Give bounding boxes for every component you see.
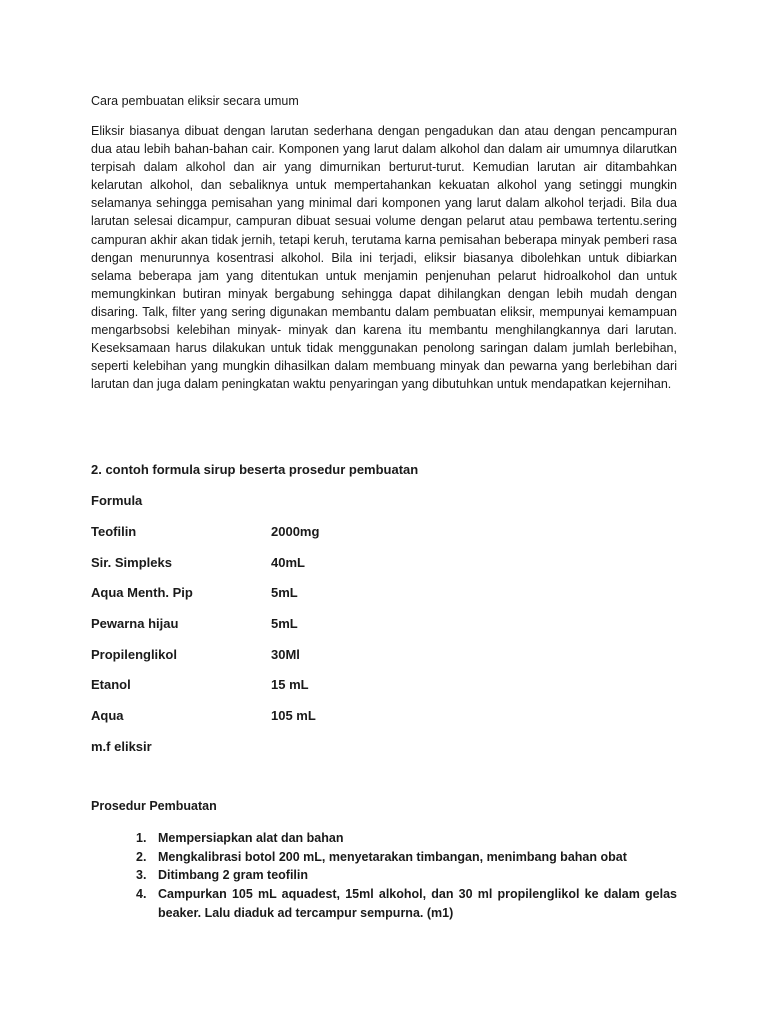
formula-row bbox=[91, 616, 491, 647]
ingredient-qty: 30Ml bbox=[271, 646, 300, 662]
formula-row bbox=[91, 555, 491, 586]
ingredient-name: Sir. Simpleks bbox=[91, 554, 172, 570]
procedure-list bbox=[136, 829, 677, 923]
step-number: 3. bbox=[136, 868, 147, 883]
step-text: Mempersiapkan alat dan bahan bbox=[158, 831, 344, 845]
section-heading-formula: 2. contoh formula sirup beserta prosedur pembuatan bbox=[91, 462, 419, 477]
ingredient-name: Teofilin bbox=[91, 524, 137, 539]
formula-row bbox=[91, 647, 491, 678]
ingredient-qty: 15 mL bbox=[271, 677, 309, 693]
formula-row bbox=[91, 585, 491, 616]
prosedur-title: Prosedur Pembuatan bbox=[91, 799, 217, 813]
ingredient-name: Aqua Menth. Pip bbox=[91, 585, 193, 601]
step-number: 1. bbox=[136, 831, 147, 845]
procedure-step bbox=[136, 829, 677, 848]
procedure-step bbox=[136, 848, 677, 867]
procedure-step bbox=[136, 885, 677, 922]
formula-title: Formula bbox=[91, 493, 143, 508]
ingredient-name: Pewarna hijau bbox=[91, 616, 179, 632]
ingredient-qty: 40mL bbox=[271, 554, 305, 570]
ingredient-qty: 5mL bbox=[271, 616, 298, 632]
ingredient-name: Etanol bbox=[91, 677, 131, 693]
step-text: Mengkalibrasi botol 200 mL, menyetarakan timbangan, menimbang bahan obat bbox=[158, 849, 627, 864]
ingredient-name: Aqua bbox=[91, 708, 124, 724]
ingredient-name: Propilenglikol bbox=[91, 646, 177, 662]
section-heading: Cara pembuatan eliksir secara umum bbox=[91, 94, 299, 108]
formula-row bbox=[91, 708, 491, 739]
step-number: 2. bbox=[136, 849, 147, 864]
formula-table bbox=[91, 524, 491, 739]
mf-label: m.f eliksir bbox=[91, 739, 152, 754]
ingredient-qty: 2000mg bbox=[271, 524, 320, 539]
ingredient-qty: 5mL bbox=[271, 585, 298, 601]
procedure-step bbox=[136, 866, 677, 885]
step-text: Campurkan 105 mL aquadest, 15ml alkohol, dan 30 ml propilenglikol ke dalam gelas beaker. Lalu diaduk ad tercampur sempurna. (m1) bbox=[158, 887, 677, 920]
body-paragraph: Eliksir biasanya dibuat dengan larutan sederhana dengan pengadukan dan atau dengan pencampuran dua atau lebih bahan-bahan cair. Komponen yang larut dalam alkohol dan dalam air umumnya dilarutkan terpisah dalam alkohol dan air yang dimurnikan berturut-turut. Kemudian larutan air ditambahkan kelarutan alkohol, dan sebaliknya untuk mempertahankan kekuatan alkohol yang setinggi mungkin selamanya sehingga pemisahan yang minimal dari komponen yang larut dalam alkohol terjadi. Bila dua larutan selesai dicampur, campuran dibuat sesuai volume dengan pelarut atau pembawa tertentu.sering campuran akhir akan tidak jernih, tetapi keruh, terutama karna pemisahan beberapa minyak pemberi rasa dengan menurunnya kosentrasi alkohol. Bila ini terjadi, eliksir biasanya dibolehkan untuk dibiarkan selama beberapa jam yang ditentukan untuk menjamin penjenuhan pelarut hidroalkohol dan untuk memungkinkan butiran minyak bergabung sehingga dapat dihilangkan dengan lebih mudah dengan disaring. Talk, filter yang sering digunakan membantu dalam pembuatan eliksir, mempunyai kemampuan mengarbsobsi kelebihan minyak- minyak dan karena itu membantu menghilangkannya dari larutan. Keseksamaan harus dilakukan untuk tidak menggunakan penolong saringan dalam jumlah berlebihan, seperti kelebihan yang mungkin dihasilkan dalam membuang minyak dan pewarna yang berlebihan dari larutan dan juga dalam peningkatan waktu penyaringan yang dibutuhkan untuk mendapatkan kejernihan. bbox=[91, 124, 677, 392]
formula-row bbox=[91, 677, 491, 708]
step-text: Ditimbang 2 gram teofilin bbox=[158, 868, 309, 883]
ingredient-qty: 105 mL bbox=[271, 708, 316, 724]
step-number: 4. bbox=[136, 887, 147, 902]
formula-row bbox=[91, 524, 491, 555]
